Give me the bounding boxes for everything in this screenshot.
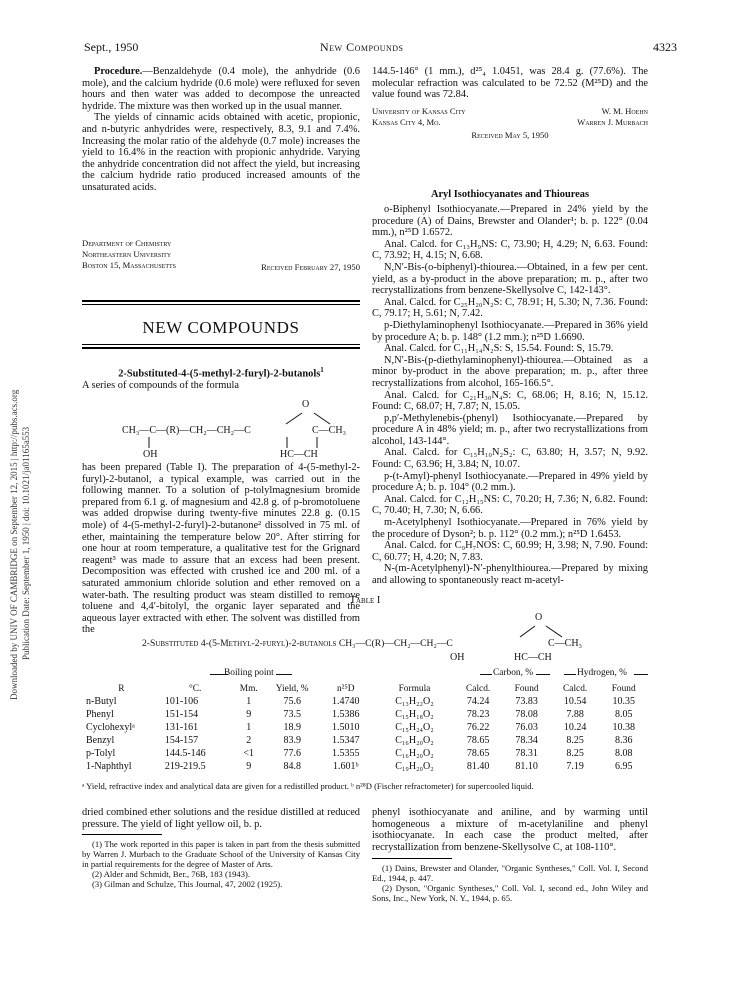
formula-ring-bonds <box>278 409 338 425</box>
caption-text: 2-Substituted 4-(5-Methyl-2-furyl)-2-butanols CH₃—C(R)—CH₂—CH₂—C <box>142 638 453 649</box>
cell-r: 1-Naphthyl <box>86 761 132 772</box>
group-rule <box>564 674 576 675</box>
cell-mm: 1 <box>246 696 252 707</box>
cell-bp: 101-106 <box>164 696 199 707</box>
cell-mm: 1 <box>246 722 252 733</box>
watermark-line-2: Publication Date: September 1, 1950 | doi: 10.1021/ja01165a553 <box>21 426 31 660</box>
procedure-text: —Benzaldehyde (0.4 mole), the anhydride (0.6 mole), and the calcium hydride (0.6 mole) were refluxed for seven hours and then water was added to decompose the unreacted hydride. The mixture was then worked up in the usual manner. <box>82 66 360 112</box>
entry-paragraph: p-(t-Amyl)-phenyl Isothiocyanate.—Prepared in 49% yield by procedure A; b. p. 104° (0.2 mm.). <box>372 470 648 494</box>
section-rule <box>82 300 360 302</box>
cell-formula: C₁₅H₂₄O₂ <box>395 722 434 733</box>
cell-refractive-index: 1.601ᵇ <box>332 761 359 772</box>
cell-h-found: 10.35 <box>612 696 635 707</box>
affiliation-line: Boston 15, Massachusetts <box>82 260 176 270</box>
cell-h-calcd: 10.24 <box>563 722 587 733</box>
entry-paragraph: m-Acetylphenyl Isothiocyanate.—Prepared in 76% yield by the procedure of Dyson²; b. p. 112° (0.2 mm.); n²⁵D 1.6453. <box>372 517 648 540</box>
cell-r: p-Tolyl <box>86 748 116 759</box>
table-row <box>82 721 648 734</box>
cell-h-calcd: 8.25 <box>566 748 584 759</box>
entry-paragraph: Anal. Calcd. for C₁₃H₉NS: C, 73.90; H, 4.29; N, 6.63. Found: C, 73.92; H, 4.15; N, 6.68. <box>372 238 648 262</box>
cell-mm: 2 <box>246 735 252 746</box>
cell-yield: 18.9 <box>283 722 301 733</box>
cell-yield: 84.8 <box>283 761 301 772</box>
author-name: W. M. Hoehn <box>601 106 648 116</box>
footnote: (3) Gilman and Schulze, This Journal, 47, 2002 (1925). <box>92 879 283 889</box>
cell-r: n-Butyl <box>86 696 117 707</box>
col-header: Calcd. <box>563 683 588 694</box>
header-date: Sept., 1950 <box>84 40 139 54</box>
article-title-right: Aryl Isothiocyanates and Thioureas <box>430 189 590 200</box>
author-name: Warren J. Murbach <box>577 117 648 127</box>
footnote-rule <box>82 834 162 835</box>
cell-r: Phenyl <box>86 709 114 720</box>
cell-formula: C₁₆H₂₀O₂ <box>395 735 434 746</box>
continued-paragraph-right: phenyl isothiocyanate and aniline, and by warming until homogeneous a mixture of m-acetylaniline and phenyl isothiocyanate. In each case the product melted, after recrystallization from benzene-Skellysolve C, at 108-110°. <box>372 807 648 853</box>
col-header: Formula <box>398 683 431 694</box>
download-watermark <box>3 260 33 700</box>
col-header: Mm. <box>239 683 258 694</box>
caption-ring-bottom: HC—CH <box>514 652 552 663</box>
footnote: (2) Alder and Schmidt, Ber., 76B, 183 (1943). <box>92 869 251 879</box>
group-rule <box>210 674 228 675</box>
footnote: (2) Dyson, "Organic Syntheses," Coll. Vol. I, second ed., John Wiley and Sons, Inc., New York, N. Y., 1944, p. 65. <box>372 883 648 903</box>
cell-c-found: 78.31 <box>515 748 538 759</box>
continued-paragraph: dried combined ether solutions and the residue distilled at reduced pressure. The yield of light yellow oil, b. p. <box>82 807 360 830</box>
footnote-rule <box>372 858 452 859</box>
col-header: Calcd. <box>466 683 491 694</box>
affiliation-line: University of Kansas City <box>372 106 466 116</box>
cell-bp: 154-157 <box>164 735 199 746</box>
cell-refractive-index: 1.5355 <box>332 748 360 759</box>
cell-refractive-index: 1.5347 <box>332 735 360 746</box>
entry-paragraph: p-Diethylaminophenyl Isothiocyanate.—Prepared in 36% yield by procedure A; b. p. 148° (1.2 mm.); n²⁵D 1.6690. <box>372 319 648 343</box>
formula-ring-bottom: HC—CH <box>280 449 318 460</box>
table-label: Table I <box>349 595 381 606</box>
footnote-marker: 1 <box>320 366 324 374</box>
table-row <box>82 734 648 747</box>
page-number: 4323 <box>653 40 677 54</box>
cell-c-found: 73.83 <box>515 696 538 707</box>
yield-paragraph: The yields of cinnamic acids obtained with acetic, propionic, and n-butyric anhydrides were, respectively, 8.3, 9.1 and 7.4%. Increasing the molar ratio of the aldehyde (0.7 mole) increases the yield to 16.4% in the reaction with propionic anhydride. Varying the anhydride concentration did not affect the yield, but increasing the calcium hydride ratio produced increased amounts of the unsaturated acids. <box>82 112 360 193</box>
formula-hydroxyl: OH <box>143 449 158 460</box>
cell-h-calcd: 10.54 <box>563 696 587 707</box>
table-footnote: ᵃ Yield, refractive index and analytical data are given for a redistilled product. ᵇ n²⁸D (Fischer refractometer) for supercooled liquid. <box>82 781 534 791</box>
affiliation-line: Northeastern University <box>82 249 172 259</box>
cell-c-calcd: 78.23 <box>466 709 490 720</box>
cell-yield: 77.6 <box>283 748 301 759</box>
entry-paragraph: Anal. Calcd. for C₁₁H₁₄N₂S: S, 15.54. Found: S, 15.79. <box>384 343 614 355</box>
affiliation-block <box>82 238 176 271</box>
cell-refractive-index: 1.4740 <box>332 696 360 707</box>
group-header-boiling-point: Boiling point <box>224 668 274 678</box>
cell-h-calcd: 8.25 <box>566 735 584 746</box>
cell-c-found: 76.03 <box>515 722 538 733</box>
cell-c-found: 78.08 <box>515 709 538 720</box>
group-rule <box>276 674 292 675</box>
cell-h-found: 6.95 <box>614 761 633 772</box>
cell-bp: 131-161 <box>164 722 199 733</box>
cell-yield: 73.5 <box>283 709 301 720</box>
section-rule <box>82 347 360 349</box>
cell-yield: 83.9 <box>283 735 301 746</box>
watermark-line-1: Downloaded by UNIV OF CAMBRIDGE on September 12, 2015 | http://pubs.acs.org <box>9 389 19 700</box>
table-row <box>82 695 648 708</box>
cell-yield: 75.6 <box>283 696 301 707</box>
section-title: NEW COMPOUNDS <box>142 318 300 337</box>
cell-c-calcd: 78.65 <box>466 748 490 759</box>
entry-paragraph: N-(m-Acetylphenyl)-N′-phenylthiourea.—Prepared by mixing and allowing to spontaneously react m-acetyl- <box>372 563 648 586</box>
cell-c-calcd: 78.65 <box>466 735 490 746</box>
footnotes-right <box>372 863 648 903</box>
entry-paragraph: N,N′-Bis-(p-diethylaminophenyl)-thiourea.—Obtained as a minor by-product in the above preparation; m. p., after three recrystallizations from alcohol, 165-166.5°. <box>372 354 648 389</box>
col-header: R <box>118 683 125 694</box>
cell-formula: C₁₉H₂₀O₂ <box>395 761 434 772</box>
cell-refractive-index: 1.5386 <box>332 709 360 720</box>
article-title <box>82 366 360 379</box>
col-header: °C. <box>189 683 202 694</box>
university-affiliation <box>372 106 466 128</box>
cell-c-calcd: 81.40 <box>466 761 490 772</box>
entry-paragraph: o-Biphenyl Isothiocyanate.—Prepared in 24% yield by the procedure (A) of Dains, Brewster and Olander¹; b. p. 122° (0.04 mm.), n²⁵D 1.6572. <box>372 204 648 239</box>
col-header: Found <box>611 683 636 694</box>
compound-entries <box>372 204 648 587</box>
author-list <box>500 106 648 128</box>
cell-formula: C₁₃H₂₂O₂ <box>395 696 434 707</box>
caption-oxygen: O <box>535 612 543 623</box>
cell-h-found: 8.08 <box>614 748 633 759</box>
article-title-text: 2-Substituted-4-(5-methyl-2-furyl)-2-butanols <box>118 368 321 380</box>
cell-formula: C₁₅H₁₈O₂ <box>395 709 434 720</box>
group-header-hydrogen: Hydrogen, % <box>577 668 627 678</box>
procedure-paragraph <box>82 66 360 194</box>
cell-formula: C₁₆H₂₀O₂ <box>395 748 434 759</box>
cell-mm: <1 <box>243 748 255 759</box>
received-date-right: Received May 5, 1950 <box>471 130 549 140</box>
table-row <box>82 747 648 760</box>
group-rule <box>634 674 648 675</box>
right-top-paragraph: 144.5-146° (1 mm.), d²⁵₄ 1.0451, was 28.4 g. (77.6%). The molecular refraction was calculated to be 72.52 (M²⁵D) and the value found was 72.84. <box>372 66 648 101</box>
footnote: (1) Dains, Brewster and Olander, "Organic Syntheses," Coll. Vol. I, Second Ed., 1944, p. 447. <box>372 863 648 883</box>
entry-paragraph: Anal. Calcd. for C₂₁H₃₀N₄S: C, 68.06; H, 8.16; N, 15.12. Found: C, 68.07; H, 7.87; N, 15.05. <box>372 389 648 413</box>
caption-ring-bonds <box>512 622 572 638</box>
table-row <box>82 760 648 773</box>
data-table <box>82 682 648 773</box>
table-header-row <box>82 682 648 695</box>
formula-chain: CH₃—C—(R)—CH₂—CH₂—C <box>122 425 251 436</box>
cell-r: Cyclohexylᵃ <box>86 722 135 733</box>
cell-h-found: 10.38 <box>612 722 635 733</box>
cell-bp: 144.5-146 <box>164 748 206 759</box>
cell-c-found: 81.10 <box>515 761 538 772</box>
cell-bp: 219-219.5 <box>164 761 206 772</box>
formula-vertical-bonds <box>142 437 342 449</box>
preparation-paragraph: has been prepared (Table I). The preparation of 4-(5-methyl-2-furyl)-2-butanol, a typical example, was carried out in the following manner. To a solution of p-tolylmagnesium bromide prepared from 6.1 g. of magnesium and 42.8 g. of p-bromotoluene was added dropwise during twenty-five minutes 22.8 g. (0.15 mole) of 4-(5-methyl-2-furyl)-2-butanone² dissolved in 75 ml. of ether, maintaining the temperature below 20°. After stirring for one hour at room temperature, a qualitative test for the Grignard reagent³ was made to assure that an excess had been present. Decomposition was effected with crushed ice and 200 ml. of a saturated ammonium chloride solution and ether removed on a water-bath. The resulting product was steam distilled to remove toluene and 4,4′-bitolyl, the organic layer separated and the aqueous layer extracted with ether. The solvent was distilled from the <box>82 462 360 636</box>
cell-refractive-index: 1.5010 <box>332 722 360 733</box>
article-intro: A series of compounds of the formula <box>82 380 239 391</box>
formula-oxygen: O <box>302 399 310 410</box>
received-date: Received February 27, 1950 <box>261 262 360 272</box>
cell-h-calcd: 7.19 <box>566 761 584 772</box>
entry-paragraph: Anal. Calcd. for C₉H₇NOS: C, 60.99; H, 3.98; N, 7.90. Found: C, 60.77; H, 4.20; N, 7.83. <box>372 540 648 563</box>
cell-h-found: 8.36 <box>614 735 633 746</box>
col-header: n²⁵D <box>336 683 355 694</box>
entry-paragraph: N,N′-Bis-(o-biphenyl)-thiourea.—Obtained, in a few per cent. yield, as a by-product in the above preparation; m. p., after two recrystallizations from benzene-Skellysolve C, 142-143°. <box>372 261 648 297</box>
formula-ring-right: C—CH₃ <box>312 425 347 436</box>
affiliation-line: Kansas City 4, Mo. <box>372 117 441 127</box>
col-header: Yield, % <box>275 683 309 694</box>
cell-mm: 9 <box>246 761 252 772</box>
entry-paragraph: Anal. Calcd. for C₁₂H₁₅NS: C, 70.20; H, 7.36; N, 6.82. Found: C, 70.40; H, 7.30; N, 6.66. <box>372 493 648 517</box>
table-row <box>82 708 648 721</box>
cell-h-calcd: 7.88 <box>566 709 584 720</box>
group-header-carbon: Carbon, % <box>493 668 534 678</box>
entry-paragraph: p,p′-Methylenebis-(phenyl) Isothiocyanate.—Prepared by procedure A in 48% yield; m. p., after two recrystallizations from alcohol, 143-144°. <box>372 412 648 447</box>
cell-bp: 151-154 <box>164 709 199 720</box>
footnotes-left <box>82 839 360 889</box>
cell-h-found: 8.05 <box>614 709 633 720</box>
caption-ring-right: C—CH₃ <box>548 638 583 649</box>
structural-formula <box>82 395 360 460</box>
entry-paragraph: Anal. Calcd. for C₁₅H₁₀N₂S₂: C, 63.80; H, 3.57; N, 9.92. Found: C, 63.96; H, 3.84; N, 10.07. <box>372 447 648 471</box>
cell-c-found: 78.34 <box>515 735 538 746</box>
group-rule <box>480 674 492 675</box>
table-caption <box>82 610 648 666</box>
cell-r: Benzyl <box>86 735 115 746</box>
affiliation-line: Department of Chemistry <box>82 238 172 248</box>
cell-c-calcd: 74.24 <box>466 696 490 707</box>
header-journal-section: New Compounds <box>320 40 404 54</box>
group-rule <box>536 674 550 675</box>
entry-paragraph: Anal. Calcd. for C₂₅H₂₀N₂S: C, 78.91; H, 5.30; N, 7.36. Found: C, 79.17; H, 5.61; N, 7.42. <box>372 296 648 320</box>
footnote: (1) The work reported in this paper is taken in part from the thesis submitted by Warren J. Murbach to the Graduate School of the University of Kansas City in partial requirements for the degree of Master of Arts. <box>82 839 360 869</box>
caption-hydroxyl: OH <box>450 652 465 663</box>
col-header: Found <box>514 683 539 694</box>
procedure-label: Procedure. <box>94 66 143 77</box>
cell-c-calcd: 76.22 <box>466 722 490 733</box>
section-rule <box>82 344 360 345</box>
section-rule <box>82 304 360 305</box>
cell-mm: 9 <box>246 709 252 720</box>
